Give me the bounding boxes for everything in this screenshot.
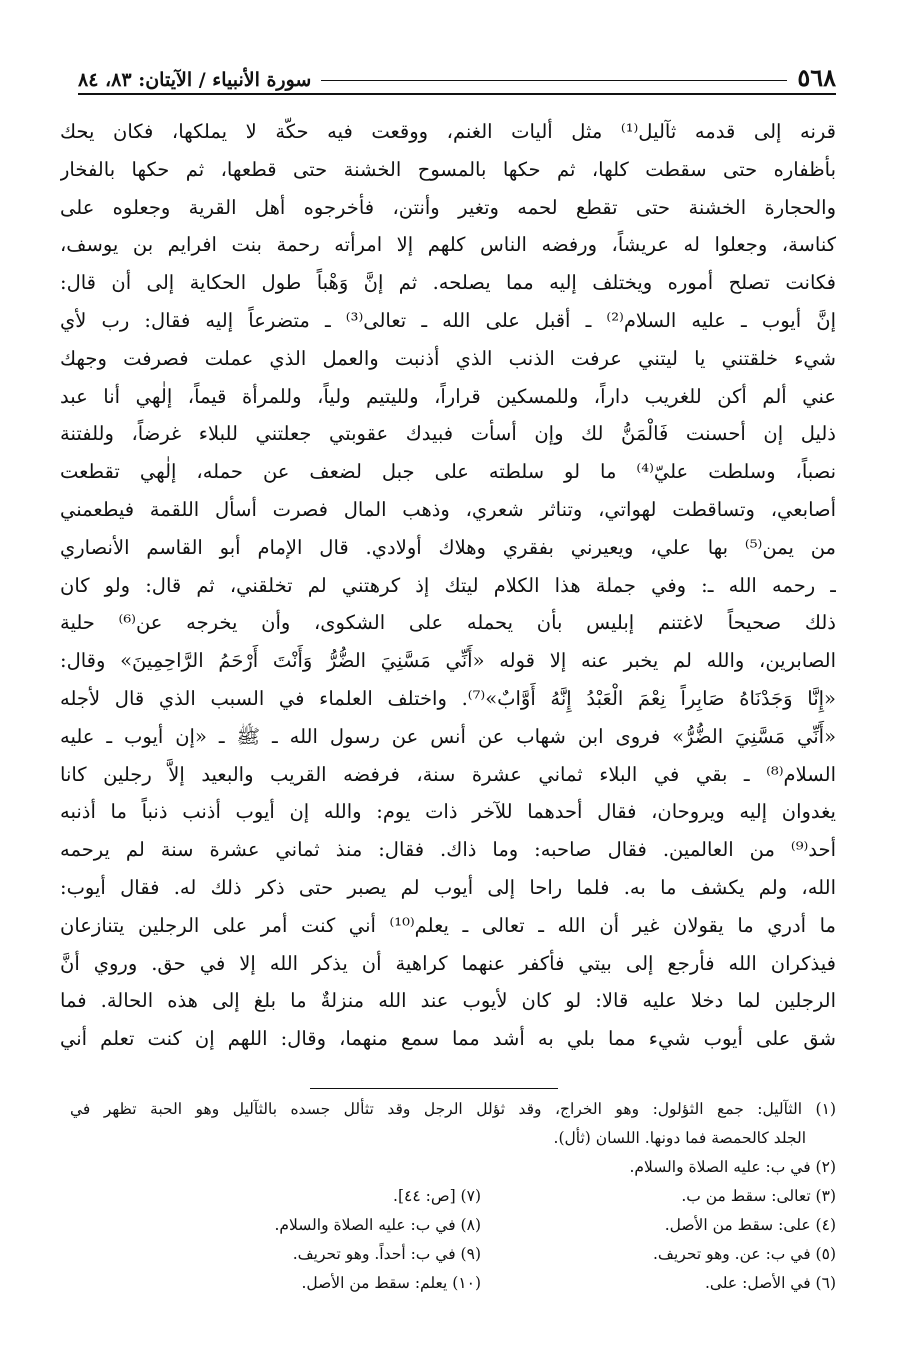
text-line: شق على أيوب شيء مما بلي به أشد مما سمع منهما، وقال: اللهم إن كنت تعلم أني: [60, 1027, 836, 1051]
text-line: كناسة، وجعلوا له عريشاً، ورفضه الناس كلهم إلا امرأته رحمة بنت افرايم بن يوسف،: [60, 233, 836, 257]
footnote-1-line-2: الجلد كالحمصة فما دونها. اللسان (ثأل).: [553, 1129, 806, 1147]
text-line: الله، ولم يكشف ما به. فلما راحا إلى أيوب لم يصبر حتى ذكر ذلك له. فقال أيوب:: [60, 875, 836, 899]
text-line: فكانت تصلح أموره ويختلف إليه مما يصلحه. ثم إنَّ وَهْباً طول الحكاية إلى أن قال:: [60, 271, 836, 295]
text-line: «أَنِّي مَسَّنِيَ الضُّرُّ» فروى ابن شهاب عن أنس عن رسول الله ـ ﷺ ـ «إن أيوب ـ عليه: [60, 724, 836, 748]
footnote-1-line-1: (١) الثآليل: جمع الثؤلول: وهو الخراج، وقد ثؤلل الرجل وقد تثألل جسده بالثآليل وهو الحبة تظهر في: [70, 1100, 836, 1118]
header-rule: [78, 93, 836, 95]
text-line: السلام⁽⁸⁾ ـ بقي في البلاء ثماني عشرة سنة، فرفضه القريب والبعيد إلاَّ رجلين كانا: [60, 762, 836, 786]
footnote-row: [70, 1269, 836, 1298]
text-line: فيذكران الله فأرجع إلى بيتي فأكفر عنهما كراهية أن يذكر الله إلا في حق. وروي أنَّ: [60, 951, 836, 975]
text-line: من يمن⁽⁵⁾ بها علي، ويعيرني بفقري وهلاك أولادي. قال الإمام أبو القاسم الأنصاري: [60, 535, 836, 559]
footnote-4: (٤) على: سقط من الأصل.: [664, 1216, 836, 1234]
text-line: «إِنَّا وَجَدْنَاهُ صَابِراً نِعْمَ الْعَبْدُ إِنَّهُ أَوَّابٌ»⁽⁷⁾. واختلف العلماء في السبب الذي قال لأجله: [60, 686, 836, 710]
text-line: قرنه إلى قدمه ثآليل⁽¹⁾ مثل أليات الغنم، ووقعت فيه حكّة لا يملكها، فكان يحك: [60, 120, 836, 143]
text-line: أحد⁽⁹⁾ من العالمين. فقال صاحبه: وما ذاك. فقال: منذ ثماني عشرة سنة لم يرحمه: [60, 838, 836, 862]
footnote-8: (٨) في ب: عليه الصلاة والسلام.: [274, 1216, 481, 1234]
text-line: إنَّ أيوب ـ عليه السلام⁽²⁾ ـ أقبل على الله ـ تعالى⁽³⁾ ـ متضرعاً إليه فقال: رب لأي: [60, 308, 836, 332]
text-line: بأظفاره حتى سقطت كلها، ثم حكها بالمسوح الخشنة حتى قطعها، ثم حكها بالفخار: [60, 157, 836, 181]
footnote-row: [70, 1211, 836, 1240]
footnote-row: [70, 1182, 836, 1211]
text-line: الصابرين، والله لم يخبر عنه إلا قوله «أَنِّي مَسَّنِيَ الضُّرُّ وَأَنْتَ أَرْحَمُ الرَّاحِمِينَ» وقال:: [60, 649, 836, 673]
footnote-5: (٥) في ب: عن. وهو تحريف.: [652, 1245, 836, 1263]
footnote-7: (٧) [ص: ٤٤].: [393, 1187, 481, 1205]
text-line: شيء خلقتني يا ليتني عرفت الذنب الذي أذنبت والعمل الذي عملت فصرفت وجهك: [60, 346, 836, 370]
text-line: ذليل إن أحسنت فَالْمَنُّ لك وإن أسأت فبيدك عقوبتي جعلتني للبلاء غرضاً، وللفتنة: [60, 422, 836, 446]
text-line: الرجلين لما دخلا عليه قالا: لو كان لأيوب عند الله منزلةٌ ما بلغ إلى هذه الحالة. فما: [60, 989, 836, 1013]
text-line: نصباً، وسلطت عليّ⁽⁴⁾ ما لو سلطته على جبل لضعف عن حمله، إلٰهي تقطعت: [60, 460, 836, 484]
footnote-9: (٩) في ب: أحداً. وهو تحريف.: [292, 1245, 481, 1263]
text-line: ـ رحمه الله ـ: وفي جملة هذا الكلام ليتك إذ كرهتني لم تخلقني، ثم قال: ولو كان: [60, 573, 836, 597]
text-line: يغدوان إليه ويروحان، فقال أحدهما للآخر ذات يوم: والله إن أيوب أذنب ذنباً ما أذنبه: [60, 800, 836, 824]
text-line: ما أدري ما يقولان غير أن الله ـ تعالى ـ يعلم⁽¹⁰⁾ أني كنت أمر على الرجلين يتنازعان: [60, 913, 836, 937]
text-line: عني ألم أكن للغريب داراً، وللمسكين قراراً، ولليتيم ولياً، وللمرأة قيماً، إلٰهي أنا عبد: [60, 384, 836, 408]
footnote-6: (٦) في الأصل: على.: [704, 1274, 836, 1292]
main-text: [60, 113, 836, 1058]
footnote-2: (٢) في ب: عليه الصلاة والسلام.: [629, 1158, 836, 1176]
text-line: والحجارة الخشنة حتى تقطع لحمه وتغير وأنتن، فأخرجوه أهل القرية وجعلوه على: [60, 195, 836, 219]
page-number: ٥٦٨: [797, 63, 836, 92]
footnote-separator: [310, 1088, 558, 1089]
footnote-row: [70, 1240, 836, 1269]
text-line: ذلك صحيحاً لاغتنم إبليس بأن يحمله على الشكوى، وأن يخرجه عن⁽⁶⁾ حلية: [60, 611, 836, 635]
sura-title: سورة الأنبياء / الآيتان: ٨٣، ٨٤: [78, 69, 312, 91]
footnote-3: (٣) تعالى: سقط من ب.: [681, 1187, 836, 1205]
footnote-10: (١٠) يعلم: سقط من الأصل.: [301, 1274, 481, 1292]
footnotes: [70, 1095, 836, 1298]
header-leader-line: [321, 80, 787, 81]
running-header: [78, 56, 836, 90]
text-line: أصابعي، وتساقطت لهواتي، وتناثر شعري، وذهب المال فصرت أسأل اللقمة فيطعمني: [60, 497, 836, 521]
